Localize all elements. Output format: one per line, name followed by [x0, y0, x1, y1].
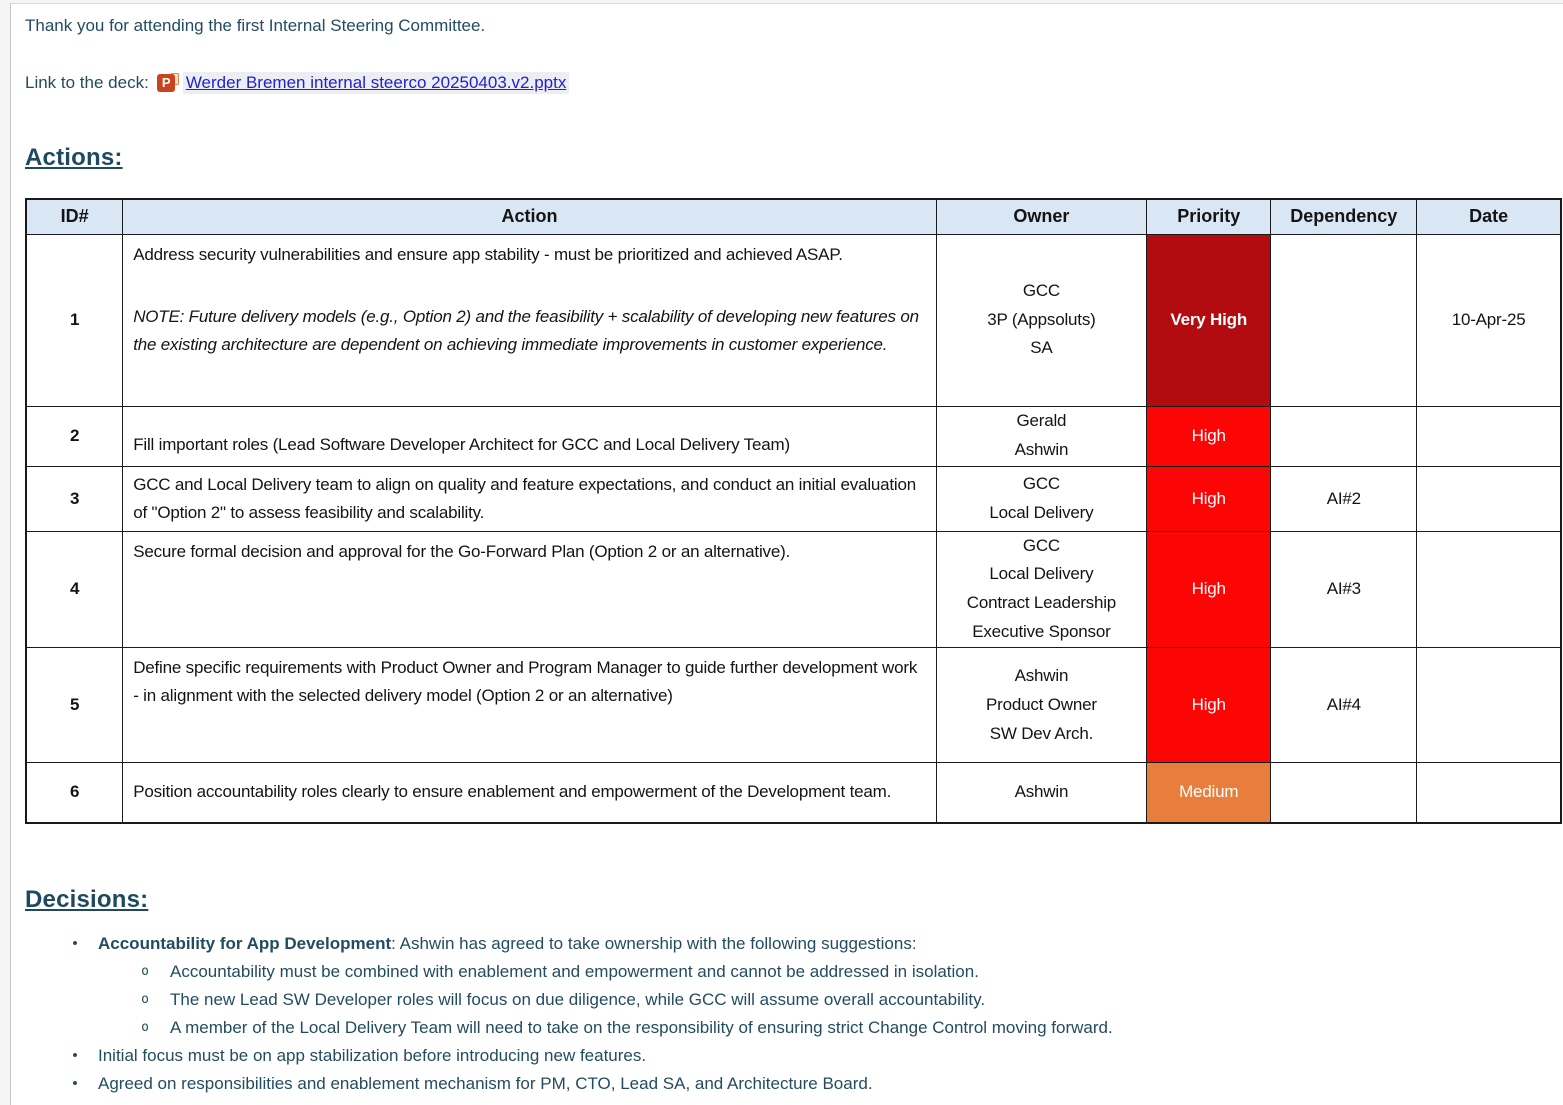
decision-bullet-text: Accountability must be combined with enablement and empowerment and cannot be addressed in isolation.	[170, 961, 979, 981]
column-header-date: Date	[1417, 199, 1561, 234]
cell-id: 3	[26, 466, 123, 531]
cell-owner: Ashwin Product Owner SW Dev Arch.	[936, 648, 1146, 763]
cell-id: 6	[26, 763, 123, 823]
document-content	[11, 4, 1563, 1098]
cell-dependency	[1271, 406, 1417, 466]
cell-priority: High	[1147, 648, 1271, 763]
cell-priority: High	[1147, 466, 1271, 531]
cell-id: 2	[26, 406, 123, 466]
decision-bullet	[25, 1014, 1563, 1042]
cell-priority: High	[1147, 531, 1271, 648]
cell-owner: GCC 3P (Appsoluts) SA	[936, 234, 1146, 406]
cell-dependency	[1271, 234, 1417, 406]
greeting-text: Thank you for attending the first Internal Steering Committee.	[25, 16, 486, 35]
decision-bullet-text: The new Lead SW Developer roles will focus on due diligence, while GCC will assume overall accountability.	[170, 989, 986, 1009]
deck-link[interactable]: Werder Bremen internal steerco 20250403.v2.pptx	[183, 72, 570, 94]
column-header-action: Action	[123, 199, 937, 234]
powerpoint-icon: P	[157, 73, 179, 94]
column-header-owner: Owner	[936, 199, 1146, 234]
cell-action: Define specific requirements with Product Owner and Program Manager to guide further development work - in alignment with the selected delivery model (Option 2 or an alternative)	[123, 648, 937, 763]
cell-id: 4	[26, 531, 123, 648]
decision-bullet-text: A member of the Local Delivery Team will need to take on the responsibility of ensuring strict Change Control moving forward.	[170, 1017, 1113, 1037]
cell-dependency: AI#4	[1271, 648, 1417, 763]
column-header-dependency: Dependency	[1271, 199, 1417, 234]
cell-action: Fill important roles (Lead Software Developer Architect for GCC and Local Delivery Team)	[123, 406, 937, 466]
cell-action: GCC and Local Delivery team to align on quality and feature expectations, and conduct an initial evaluation of "Option 2" to assess feasibility and scalability.	[123, 466, 937, 531]
bullet-marker-icon: •	[72, 934, 78, 952]
cell-id: 1	[26, 234, 123, 406]
cell-owner: Ashwin	[936, 763, 1146, 823]
bullet-marker-icon: o	[141, 963, 149, 979]
cell-date	[1417, 466, 1561, 531]
cell-date	[1417, 406, 1561, 466]
column-header-id: ID#	[26, 199, 123, 234]
document-page	[10, 3, 1563, 1105]
cell-action: Position accountability roles clearly to ensure enablement and empowerment of the Development team.	[123, 763, 937, 823]
decision-bullet	[25, 930, 1563, 958]
table-row	[26, 648, 1561, 763]
table-row	[26, 763, 1561, 823]
bullet-marker-icon: •	[72, 1074, 78, 1092]
decision-bullet	[25, 986, 1563, 1014]
bullet-marker-icon: o	[141, 1019, 149, 1035]
table-row	[26, 531, 1561, 648]
actions-table-header	[26, 199, 1561, 234]
bullet-marker-icon: o	[141, 991, 149, 1007]
bullet-marker-icon: •	[72, 1046, 78, 1064]
table-row	[26, 466, 1561, 531]
decisions-list	[25, 930, 1563, 1098]
decision-bullet	[25, 1070, 1563, 1098]
decision-bullet-text: Initial focus must be on app stabilization before introducing new features.	[98, 1045, 647, 1065]
cell-date	[1417, 531, 1561, 648]
deck-link-line	[25, 72, 1563, 94]
cell-date	[1417, 763, 1561, 823]
decision-bullet-text: Agreed on responsibilities and enablement mechanism for PM, CTO, Lead SA, and Architecture Board.	[98, 1073, 873, 1093]
actions-table-body	[26, 234, 1561, 823]
deck-link-label: Link to the deck:	[25, 73, 149, 92]
cell-date: 10-Apr-25	[1417, 234, 1561, 406]
cell-owner: GCC Local Delivery	[936, 466, 1146, 531]
decision-bullet	[25, 958, 1563, 986]
cell-action: Secure formal decision and approval for the Go-Forward Plan (Option 2 or an alternative).	[123, 531, 937, 648]
cell-action: Address security vulnerabilities and ensure app stability - must be prioritized and achieved ASAP. NOTE: Future delivery models (e.g., Option 2) and the feasibility + scalability of developing new features on the existing architecture are dependent on achieving immediate improvements in customer experience.	[123, 234, 937, 406]
table-row	[26, 234, 1561, 406]
decision-bullet	[25, 1042, 1563, 1070]
actions-table	[25, 198, 1562, 824]
cell-date	[1417, 648, 1561, 763]
cell-dependency: AI#2	[1271, 466, 1417, 531]
table-row	[26, 406, 1561, 466]
decision-bullet-text: Accountability for App Development: Ashwin has agreed to take ownership with the following suggestions:	[98, 933, 917, 953]
cell-priority: Very High	[1147, 234, 1271, 406]
cell-dependency: AI#3	[1271, 531, 1417, 648]
cell-priority: High	[1147, 406, 1271, 466]
cell-dependency	[1271, 763, 1417, 823]
column-header-priority: Priority	[1147, 199, 1271, 234]
actions-heading: Actions:	[25, 144, 123, 171]
cell-owner: Gerald Ashwin	[936, 406, 1146, 466]
cell-priority: Medium	[1147, 763, 1271, 823]
cell-owner: GCC Local Delivery Contract Leadership Executive Sponsor	[936, 531, 1146, 648]
cell-id: 5	[26, 648, 123, 763]
decisions-heading: Decisions:	[25, 885, 149, 913]
